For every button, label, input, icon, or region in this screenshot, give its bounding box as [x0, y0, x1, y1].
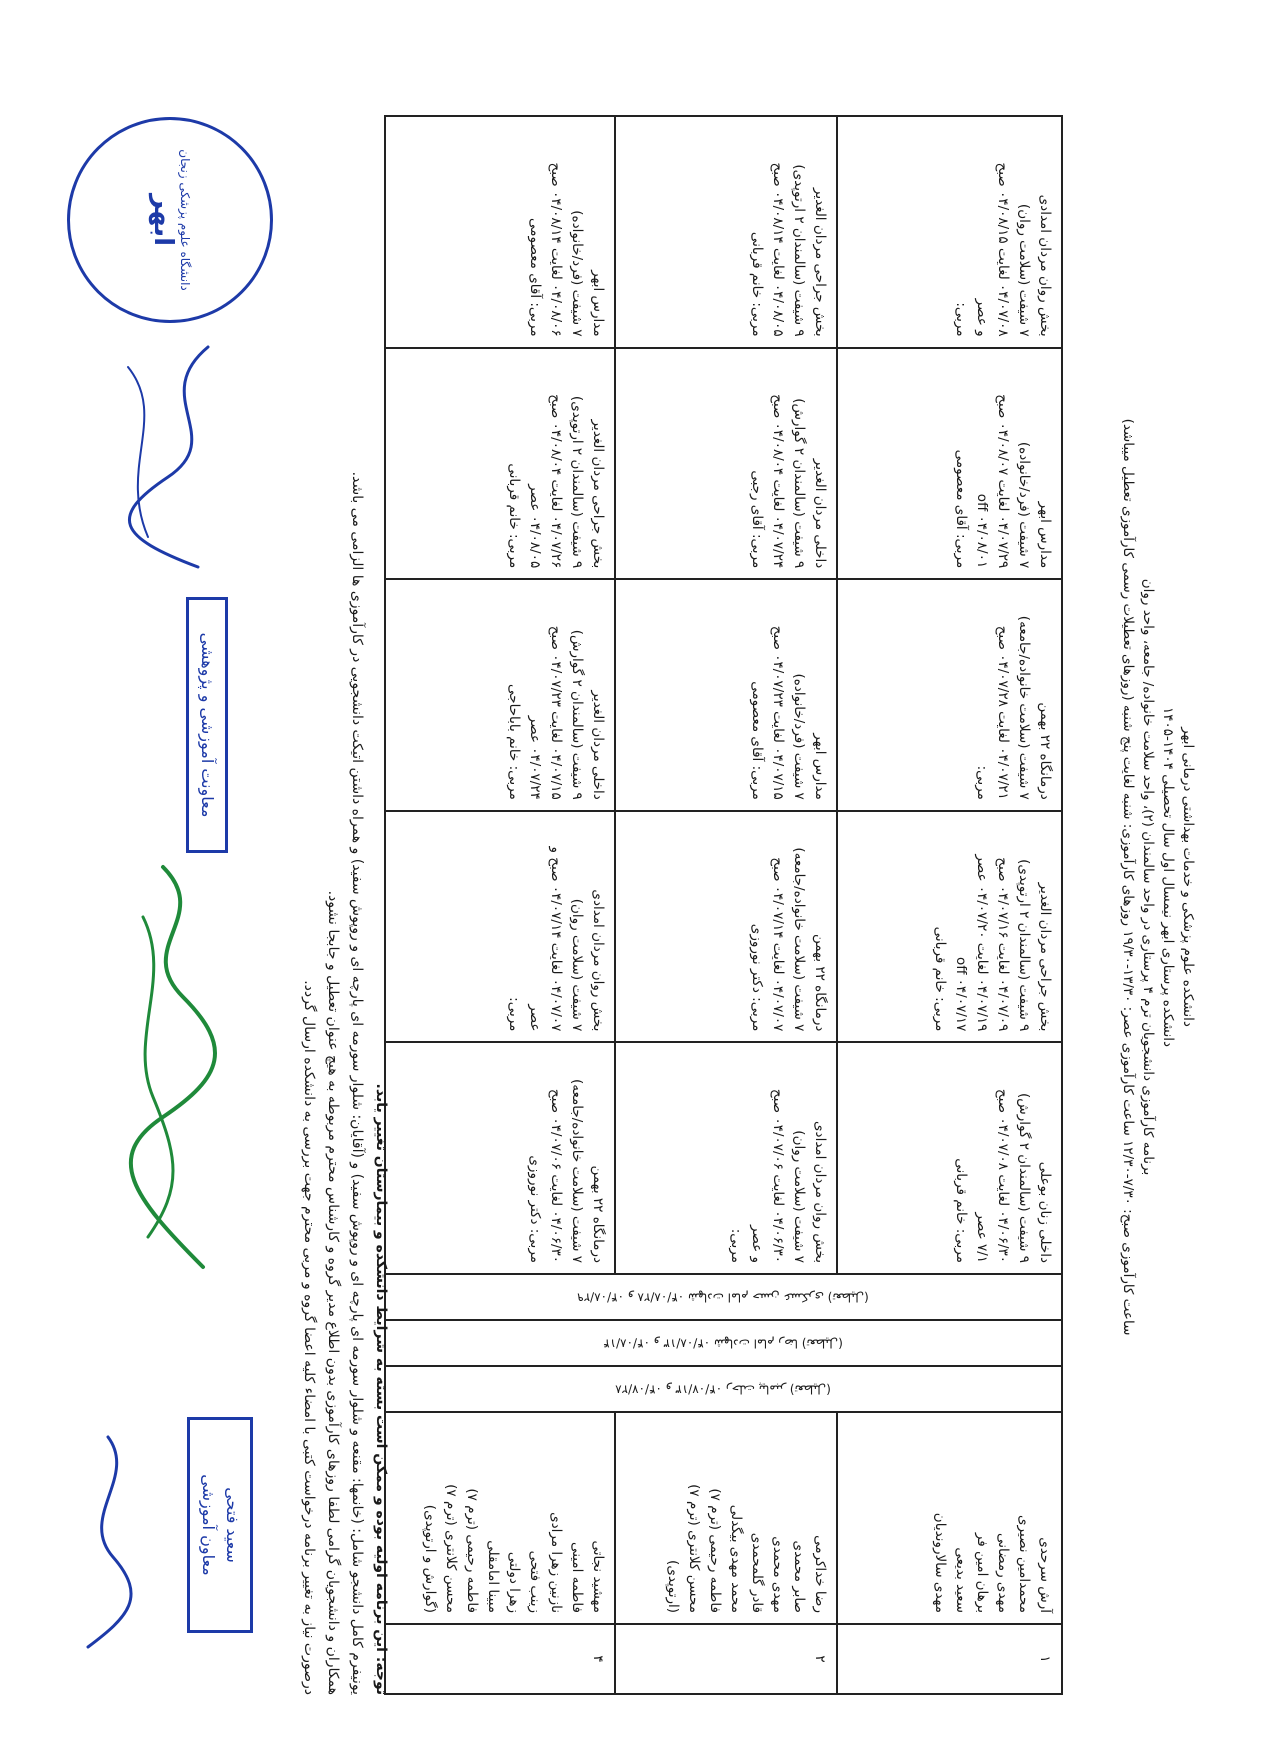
student-name: فاطمه رحیمی (ترم ۷)	[463, 1488, 480, 1613]
holiday-note-2: ۰۴/۰۸/۱۴ و ۰۴/۰۸/۱۳ شهادت امام رضا (تعطیل)	[385, 1320, 1062, 1366]
rotation-cell: بخش جراحی مردان الغدیر ۹ شیفت (سالمندان ۲ ارتوپدی) ۰۴/۰۷/۰۹ لغایت ۰۴/۰۷/۱۶ صبح ۰۴/۰۷/۱۹ لغایت ۰۴/۰۷/۲۰ عصر off ۰۴/۰۷/۱۷ مربی: خانم قربانی	[837, 811, 1062, 1043]
group-row-1	[837, 116, 1062, 1694]
signature-box-stamp: سعید فتحی معاون آموزشی	[187, 1417, 253, 1633]
blue-signature	[98, 337, 238, 577]
student-name: فاطمه رحیمی (ترم ۷)	[706, 1488, 723, 1613]
student-name: آرش سرحدی	[1036, 1537, 1053, 1613]
student-name: مبینا امامقلی	[484, 1540, 501, 1613]
rotation-cell: داخلی مردان الغدیر ۹ شیفت (سالمندان ۲ گوارش) ۰۴/۰۷/۲۴ لغایت ۰۴/۰۸/۰۴ صبح مربی: آقای رجبی	[615, 348, 837, 580]
student-name: رضا خداکرمی	[811, 1535, 828, 1613]
rotation-cell: مدارس ابهر ۷ شیفت (فرد/خانواده) ۰۴/۰۷/۲۹ لغایت ۰۴/۰۸/۰۷ صبح off ۰۴/۰۸/۰۱ مربی: آقای معصومی	[837, 348, 1062, 580]
student-name: (گوارش و ارتوپدی)	[421, 1504, 438, 1613]
student-name: مهشید نجاتی	[589, 1540, 606, 1613]
rotation-cell: مدارس ابهر ۷ شیفت (فرد/خانواده) ۰۴/۰۸/۰۶ لغایت ۰۴/۰۸/۱۴ صبح مربی: آقای معصومی	[385, 116, 615, 348]
green-signature	[113, 857, 253, 1277]
student-name: نازنین زهرا مرادی	[547, 1512, 564, 1613]
student-name: صابر محمدی	[790, 1540, 807, 1613]
rotation-cell: داخلی مردان الغدیر ۹ شیفت (سالمندان ۲ گوارش) ۰۴/۰۷/۱۵ لغایت ۰۴/۰۷/۲۳ صبح ۰۴/۰۷/۲۴ عصر مربی: خانم باباحاجی	[385, 579, 615, 811]
student-name: محسن کلانتری (ترم ۷)	[442, 1484, 459, 1613]
student-list	[385, 1412, 615, 1624]
rotation-cell: درمانگاه ۲۲ بهمن ۷ شیفت (سلامت خانواده/جامعه) ۰۴/۰۷/۲۱ لغایت ۰۴/۰۷/۲۸ صبح مربی:	[837, 579, 1062, 811]
schedule-table	[384, 115, 1063, 1695]
student-name: محسن کلانتری (ترم ۷)	[685, 1484, 702, 1613]
student-name: فاطمه امینی	[568, 1541, 585, 1613]
student-name: سعید بدیعی	[952, 1547, 969, 1613]
student-name: محمد مهدی بیگدلی	[727, 1504, 744, 1613]
seal-ring-text: دانشگاه علوم پزشکی زنجان	[177, 149, 192, 291]
university-seal-stamp	[67, 117, 273, 323]
note-line: یونیفرم کامل دانشجو شامل: (خانمها: مقنعه و شلوار سورمه ای پارچه ای و روپوش سفید) و (آقایان: شلوار سورمه ای پارچه ای و روپوش سفید) و همراه داشتن اتیکت دانشجویی در کارآموزی ها الزامی می باشد.	[348, 471, 365, 1695]
student-name: مهدی سالاروندیان	[931, 1512, 948, 1613]
header-line-2: دانشکده پرستاری ابهر نیمسال اول سال تحصیلی ۱۴۰۴-۱۴۰۵	[1159, 707, 1176, 1047]
seal-center-text: ابهر	[147, 193, 178, 246]
holiday-note-3: ۰۴/۰۸/۲۹ و ۰۴/۰۸/۲۸ شهادت امام حسن عسکری (تعطیل)	[385, 1274, 1062, 1320]
notes-section	[297, 115, 393, 1695]
student-name: مهدی محمدی	[769, 1536, 786, 1613]
student-name: قادر گلمحمدی	[748, 1532, 765, 1613]
group-number: ۴	[385, 1624, 615, 1694]
document-header	[1118, 37, 1198, 1717]
group-row-2	[615, 116, 837, 1694]
student-list	[837, 1412, 1062, 1624]
group-number: ۲	[615, 1624, 837, 1694]
rotation-cell: بخش جراحی مردان الغدیر ۹ شیفت (سالمندان ۲ ارتوپدی) ۰۴/۰۸/۰۵ لغایت ۰۴/۰۸/۱۴ صبح مربی: خانم قربانی	[615, 116, 837, 348]
student-name: زهرا دولتی	[505, 1551, 522, 1613]
group-number: ۱	[837, 1624, 1062, 1694]
rotation-cell: بخش روان مردان امدادی ۷ شیفت (سلامت روان) ۰۴/۰۷/۰۸ لغایت ۰۴/۰۸/۱۵ صبح و عصر مربی:	[837, 116, 1062, 348]
student-name: مهدی رمضانی	[994, 1533, 1011, 1613]
header-line-4: ساعت کارآموزی صبح: ۷/۳۰-۱۲/۳۰ ساعت کارآموزی عصر: ۱۳/۳۰-۱۹/۳۰ روزهای کارآموزی: شنبه لغایت پنج شنبه (روزهای تعطیلات رسمی کارآموزی تعطیل میباشد)	[1119, 418, 1136, 1336]
student-name: (ارتوپدی)	[664, 1560, 681, 1613]
student-list	[615, 1412, 837, 1624]
office-stamp: معاونت آموزشی و پژوهشی	[186, 597, 228, 853]
header-line-3: برنامه کارآموزی دانشجویان ترم ۴ پرستاری در واحد سالمندان (۲)، واحد سلامت خانواده/ جامعه، واحد روان	[1139, 578, 1156, 1176]
group-row-3	[385, 116, 615, 1694]
rotation-cell: داخلی زنان بوعلی ۹ شیفت (سالمندان ۲ گوارش) ۰۴/۰۶/۳۰ لغایت ۰۴/۰۷/۰۸ صبح ۷/۱ عصر مربی: خانم قربانی	[837, 1042, 1062, 1274]
note-line: همکاران و دانشجویان گرامی لطفا روزهای کارآموزی بدون اطلاع مدیر گروه و کارشناس محترم مربوطه به هیچ عنوان تعطیل و جابجا نشود.	[324, 890, 341, 1695]
rotation-cell: درمانگاه ۲۲ بهمن ۷ شیفت (سلامت خانواده/جامعه) ۰۴/۰۷/۰۷ لغایت ۰۴/۰۷/۱۴ صبح مربی: دکتر نوروزی	[615, 811, 837, 1043]
student-name: محمدامین نصیری	[1015, 1514, 1032, 1613]
rotation-cell: بخش جراحی مردان الغدیر ۹ شیفت (سالمندان ۲ ارتوپدی) ۰۴/۰۷/۲۶ لغایت ۰۴/۰۸/۰۴ صبح ۰۴/۰۸/۰۵ عصر مربی: خانم قربانی	[385, 348, 615, 580]
holiday-note-1: ۰۴/۰۷/۲۸ و ۰۴/۰۷/۱۳ رحلت پیامبر (تعطیل)	[385, 1366, 1062, 1412]
rotation-cell: درمانگاه ۲۲ بهمن ۷ شیفت (سلامت خانواده/جامعه) ۰۴/۰۶/۳۰ لغایت ۰۴/۰۷/۰۶ صبح مربی: دکتر نوروزی	[385, 1042, 615, 1274]
note-line: توجه: این برنامه اولیه بوده و ممکن است بسته به شرایط دانشکده و بیمارستان تغییر یابد.	[372, 1083, 389, 1695]
header-line-1: دانشکده علوم پزشکی و خدمات بهداشتی درمانی ابهر	[1179, 727, 1196, 1027]
student-name: زینب فتحی	[526, 1550, 543, 1613]
note-line: درصورت نیاز به تغییر برنامه درخواست کتبی با امضاء کلیه اعضا گروه و مربی محترم جهت بررسی به دانشکده ارسال گردد.	[300, 980, 317, 1695]
student-name: برهان امین فر	[973, 1532, 990, 1613]
rotation-cell: مدارس ابهر ۷ شیفت (فرد/خانواده) ۰۴/۰۷/۱۵ لغایت ۰۴/۰۷/۲۳ صبح مربی: آقای معصومی	[615, 579, 837, 811]
rotation-cell: بخش روان مردان امدادی ۷ شیفت (سلامت روان) ۰۴/۰۶/۳۰ لغایت ۰۴/۰۷/۰۶ صبح و عصر مربی:	[615, 1042, 837, 1274]
rotation-cell: بخش روان مردان امدادی ۷ شیفت (سلامت روان) ۰۴/۰۷/۰۷ لغایت ۰۴/۰۷/۱۴ صبح و عصر مربی:	[385, 811, 615, 1043]
blue-signature	[58, 1427, 148, 1657]
rotated-page	[38, 37, 1238, 1717]
